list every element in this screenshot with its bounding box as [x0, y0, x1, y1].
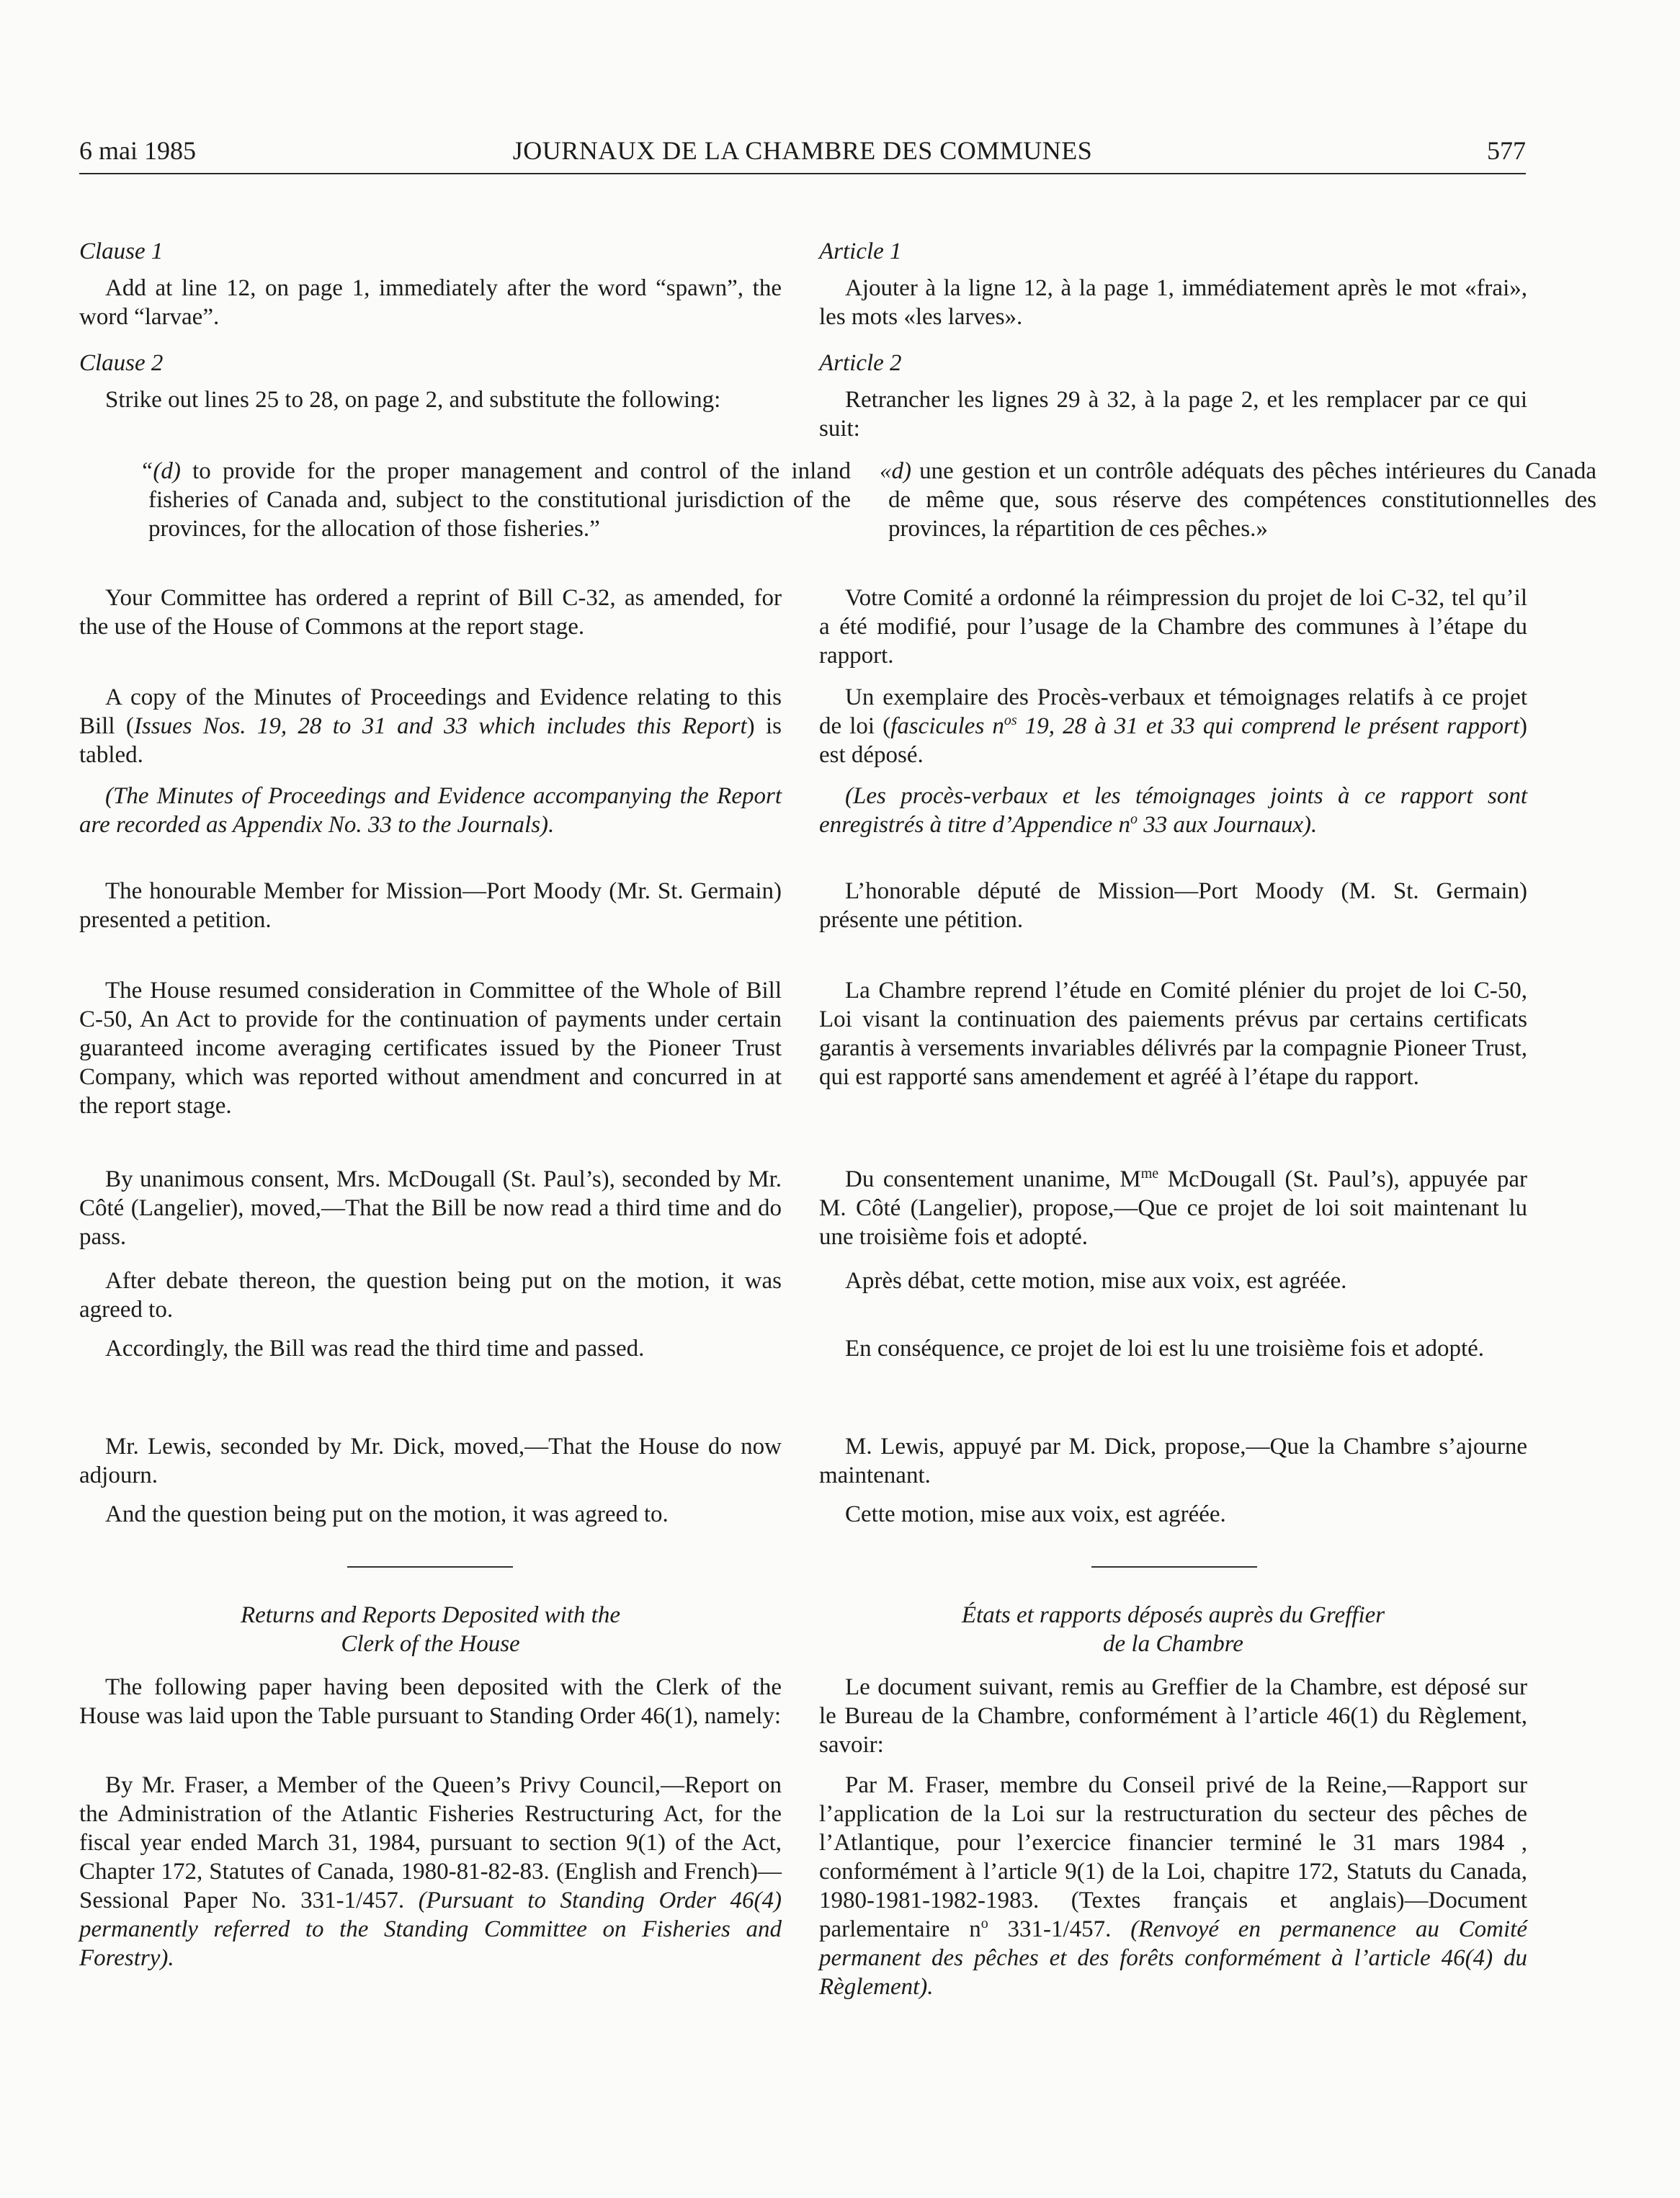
deposited-text-fr: Le document suivant, remis au Greffier de la Chambre, est déposé sur le Bureau de la Chambre, conformément à l’article 46(1) du Règlement, savoir: [819, 1674, 1527, 1758]
page-header [79, 135, 1526, 174]
minutes-text-fr-sup: os [1004, 712, 1017, 728]
reprint-text: Your Committee has ordered a reprint of Bill C-32, as amended, for the use of the House of Commons at the report stage. [79, 585, 782, 640]
minutes-text-fr-a: Un exemplaire des Procès-verbaux et témoignages relatifs à ce projet de loi ( [819, 684, 1527, 739]
article2-quote-text: une gestion et un contrôle adéquats des pêches intérieures du Canada de même que, sous réserve des compétences constitutionnelles des provinces, la répartition de ces pêches.» [888, 458, 1596, 542]
clause1-heading: Clause 1 [79, 238, 164, 264]
question-text: And the question being put on the motion, it was agreed to. [105, 1501, 669, 1527]
petition-text: The honourable Member for Mission—Port Moody (Mr. St. Germain) presented a petition. [79, 878, 782, 933]
resumed-text: The House resumed consideration in Committee of the Whole of Bill C-50, An Act to provide for the continuation of payments under certain guaranteed income averaging certificates issued by the Pioneer Trust Company, which was reported without amendment and concurred in at the report stage. [79, 978, 782, 1119]
appendix-note-fr [819, 782, 1527, 839]
section-divider-fr [1091, 1566, 1257, 1568]
resumed-text-fr: La Chambre reprend l’étude en Comité plénier du projet de loi C-50, Loi visant la continuation des paiements prévus par certains certificats garantis à versements invariables délivrés par la compagnie Pioneer Trust, qui est rapporté sans amendement et agréé à l’étape du rapport. [819, 978, 1527, 1090]
debate-text: After debate thereon, the question being put on the motion, it was agreed to. [79, 1268, 782, 1323]
section-divider [347, 1566, 513, 1568]
minutes-text-fr-b2: 19, 28 à 31 et 33 qui comprend le présent rapport [1017, 713, 1519, 739]
article1-text: Ajouter à la ligne 12, à la page 1, immédiatement après le mot «frai», les mots «les larves». [819, 275, 1527, 330]
minutes-text-c: ) is tabled. [79, 713, 782, 768]
returns-heading-fr [819, 1601, 1527, 1658]
fraser-text-fr-c: (Renvoyé en permanence au Comité permanent des pêches et des forêts conformément à l’article 46(4) du Règlement). [819, 1916, 1527, 2000]
article2-quote-marker: «d) [880, 458, 911, 484]
fraser-text-b: (Pursuant to Standing Order 46(4) permanently referred to the Standing Committee on Fisheries and Forestry). [79, 1887, 782, 1971]
minutes-text [79, 683, 782, 769]
debate-text-fr: Après débat, cette motion, mise aux voix, est agréée. [845, 1268, 1347, 1294]
clause2-heading: Clause 2 [79, 350, 164, 376]
header-date: 6 mai 1985 [79, 136, 196, 165]
article2-quote [819, 457, 1596, 543]
returns-heading-line2: Clerk of the House [341, 1631, 520, 1657]
fraser-text-fr-sup: o [980, 1916, 988, 1931]
clause2-text: Strike out lines 25 to 28, on page 2, and substitute the following: [105, 387, 721, 413]
article2-heading: Article 2 [819, 350, 902, 376]
consent-text: By unanimous consent, Mrs. McDougall (St. Paul’s), seconded by Mr. Côté (Langelier), moved,—That the Bill be now read a third time and do pass. [79, 1166, 782, 1250]
accordingly-text-fr: En conséquence, ce projet de loi est lu une troisième fois et adopté. [845, 1336, 1485, 1362]
fraser-text-fr [819, 1771, 1527, 2001]
minutes-text-fr-b1: fascicules n [890, 713, 1004, 739]
fraser-text-a: By Mr. Fraser, a Member of the Queen’s Privy Council,—Report on the Administration of the Atlantic Fisheries Restructuring Act, for the fiscal year ended March 31, 1984, pursuant to section 9(1) of the Act, Chapter 172, Statutes of Canada, 1980-81-82-83. (English and French)—Sessional Paper No. 331-1/457. [79, 1772, 782, 1913]
minutes-text-fr-c: ) est déposé. [819, 713, 1527, 768]
fraser-text-fr-a: Par M. Fraser, membre du Conseil privé de la Reine,—Rapport sur l’application de la Loi sur la restructuration du secteur des pêches de l’Atlantique, pour l’exercice financier terminé le 31 mars 1984 , conformément à l’article 9(1) de la Loi, chapitre 172, Statuts du Canada, 1980-1981-1982-1983. (Textes français et anglais)—Document parlementaire n [819, 1772, 1527, 1942]
appendix-note: (The Minutes of Proceedings and Evidence accompanying the Report are recorded as Appendix No. 33 to the Journals). [79, 783, 782, 838]
returns-heading [79, 1601, 782, 1658]
adjourn-text-fr: M. Lewis, appuyé par M. Dick, propose,—Que la Chambre s’ajourne maintenant. [819, 1434, 1527, 1488]
minutes-text-fr [819, 683, 1527, 769]
question-text-fr: Cette motion, mise aux voix, est agréée. [845, 1501, 1226, 1527]
accordingly-text: Accordingly, the Bill was read the third time and passed. [105, 1336, 645, 1362]
appendix-note-fr-a: (Les procès-verbaux et les témoignages joints à ce rapport sont enregistrés à titre d’Appendice n [819, 783, 1527, 838]
appendix-note-fr-b: 33 aux Journaux). [1137, 812, 1318, 838]
petition-text-fr: L’honorable député de Mission—Port Moody (M. St. Germain) présente une pétition. [819, 878, 1527, 933]
returns-heading-fr-line2: de la Chambre [1103, 1631, 1243, 1657]
reprint-text-fr: Votre Comité a ordonné la réimpression du projet de loi C-32, tel qu’il a été modifié, pour l’usage de la Chambre des communes à l’étape du rapport. [819, 585, 1527, 669]
deposited-text: The following paper having been deposited with the Clerk of the House was laid upon the Table pursuant to Standing Order 46(1), namely: [79, 1674, 782, 1729]
header-title: JOURNAUX DE LA CHAMBRE DES COMMUNES [512, 136, 1093, 165]
returns-heading-fr-line1: États et rapports déposés auprès du Greffier [961, 1602, 1385, 1628]
minutes-text-a: A copy of the Minutes of Proceedings and Evidence relating to this Bill ( [79, 684, 782, 739]
consent-text-fr [819, 1165, 1527, 1251]
page-number: 577 [1487, 136, 1526, 165]
clause2-quote-marker: “(d) [140, 458, 181, 484]
adjourn-text: Mr. Lewis, seconded by Mr. Dick, moved,—That the House do now adjourn. [79, 1434, 782, 1488]
clause1-text: Add at line 12, on page 1, immediately after the word “spawn”, the word “larvae”. [79, 275, 782, 330]
article1-heading: Article 1 [819, 238, 902, 264]
consent-text-fr-sup: me [1140, 1166, 1159, 1181]
article2-text: Retrancher les lignes 29 à 32, à la page 2, et les remplacer par ce qui suit: [819, 387, 1527, 442]
clause2-quote-text: to provide for the proper management and control of the inland fisheries of Canada and, subject to the constitutional jurisdiction of the provinces, for the allocation of those fisheries.” [148, 458, 851, 542]
consent-text-fr-b: McDougall (St. Paul’s), appuyée par M. Côté (Langelier), propose,—Que ce projet de loi soit maintenant lu une troisième fois et adopté. [819, 1166, 1527, 1250]
consent-text-fr-a: Du consentement unanime, M [845, 1166, 1141, 1192]
appendix-note-fr-sup: o [1130, 811, 1138, 827]
fraser-text [79, 1771, 782, 1973]
returns-heading-line1: Returns and Reports Deposited with the [240, 1602, 621, 1628]
fraser-text-fr-b: 331-1/457. [988, 1916, 1131, 1942]
clause2-quote [79, 457, 851, 543]
minutes-text-b: Issues Nos. 19, 28 to 31 and 33 which includes this Report [133, 713, 747, 739]
